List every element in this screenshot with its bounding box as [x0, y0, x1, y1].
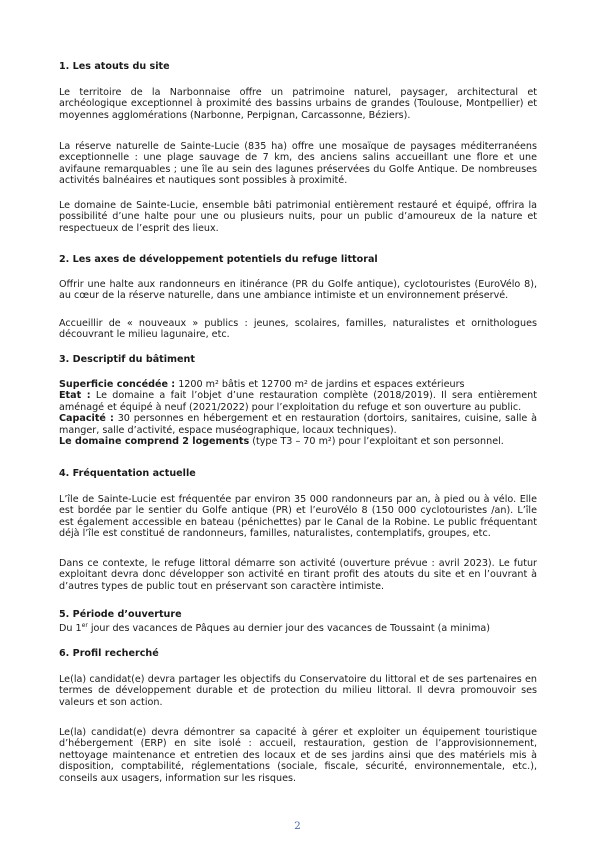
- etat-item: [59, 390, 537, 412]
- logements-text: (type T3 – 70 m²) pour l’exploitant et son personnel.: [249, 436, 504, 448]
- section-1-paragraph-2: La réserve naturelle de Sainte-Lucie (835 ha) offre une mosaïque de paysages méditerranéens exceptionnelle : une plage sauvage de 7 km, des anciens salins accueillant une flore et une avifaune remarquables ; une île au sein des lagunes préservées du Golfe Antique. De nombreuses activités balnéaires et nautiques sont possibles à proximité.: [59, 141, 537, 187]
- etat-text: Le domaine a fait l’objet d’une restauration complète (2018/2019). Il sera entièrement aménagé et équipé à neuf (2021/2022) pour l’exploitation du refuge et son ouverture au public.: [59, 390, 537, 413]
- capacite-text: 30 personnes en hébergement et en restauration (dortoirs, sanitaires, cuisine, salle à manger, salle d’activité, espace muséographique, locaux techniques).: [59, 413, 537, 436]
- surface-label: Superficie concédée :: [59, 379, 176, 390]
- section-6-heading: 6. Profil recherché: [59, 648, 159, 659]
- capacite-label: Capacité :: [59, 413, 114, 425]
- section-3-description: [59, 379, 537, 447]
- logements-label: Le domaine comprend 2 logements: [59, 436, 250, 448]
- section-1-paragraph-1: Le territoire de la Narbonnaise offre un patrimoine naturel, paysager, architectural et archéologique exceptionnel à proximité des bassins urbains de grandes (Toulouse, Montpellier) et moyennes agglomérations (Narbonne, Perpignan, Carcassonne, Béziers).: [59, 87, 537, 121]
- section-5-heading: 5. Période d’ouverture: [59, 609, 182, 620]
- capacite-item: [59, 413, 537, 435]
- section-4-paragraph-2: Dans ce contexte, le refuge littoral démarre son activité (ouverture prévue : avril 2023). Le futur exploitant devra donc développer son activité en tirant profit des atouts du site et en l’ouvrant à d’autres types de public tout en préservant son caractère intimiste.: [59, 558, 537, 592]
- period-pre: Du 1: [59, 623, 82, 634]
- section-4-paragraph-1: L’île de Sainte-Lucie est fréquentée par environ 35 000 randonneurs par an, à pied ou à vélo. Elle est bordée par le sentier du Golfe antique (PR) et l’euroVélo 8 (150 000 cyclotouristes /an). L’île est également accessible en bateau (pénichettes) par le Canal de la Robine. Le public fréquentant déjà l’île est constitué de randonneurs, familles, naturalistes, contemplatifs, groupes, etc.: [59, 494, 537, 540]
- section-2-heading: 2. Les axes de développement potentiels du refuge littoral: [59, 254, 378, 265]
- section-1-paragraph-3: Le domaine de Sainte-Lucie, ensemble bâti patrimonial entièrement restauré et équipé, offrira la possibilité d’une halte pour une ou plusieurs nuits, pour un public d’amoureux de la nature et respectueux de l’esprit des lieux.: [59, 200, 537, 234]
- section-4-heading: 4. Fréquentation actuelle: [59, 468, 196, 479]
- section-1-heading: 1. Les atouts du site: [59, 61, 170, 72]
- section-2-paragraph-2: Accueillir de « nouveaux » publics : jeunes, scolaires, familles, naturalistes et ornithologues découvrant le milieu lagunaire, etc.: [59, 318, 537, 341]
- section-3-heading: 3. Descriptif du bâtiment: [59, 354, 195, 365]
- section-6-paragraph-1: Le(la) candidat(e) devra partager les objectifs du Conservatoire du littoral et de ses partenaires en termes de développement durable et de protection du milieu littoral. Il devra promouvoir ses valeurs et son action.: [59, 674, 537, 708]
- period-post: jour des vacances de Pâques au dernier jour des vacances de Toussaint (a minima): [87, 623, 491, 634]
- section-6-paragraph-2: Le(la) candidat(e) devra démontrer sa capacité à gérer et exploiter un équipement touristique d’hébergement (ERP) en site isolé : accueil, restauration, gestion de l’approvisionnement, nettoyage maintenance et entretien des locaux et de ses jardins ainsi que des matériels mis à disposition, comptabilité, réglementations (sociale, fiscale, sécurité, environnementale, etc.), conseils aux usagers, information sur les risques.: [59, 727, 537, 784]
- etat-label: Etat :: [59, 390, 91, 402]
- logements-item: [59, 436, 504, 447]
- section-2-paragraph-1: Offrir une halte aux randonneurs en itinérance (PR du Golfe antique), cyclotouristes (EuroVélo 8), au cœur de la réserve naturelle, dans une ambiance intimiste et un environnement préservé.: [59, 279, 537, 302]
- surface-text: 1200 m² bâtis et 12700 m² de jardins et espaces extérieurs: [175, 379, 465, 390]
- section-5-period: [59, 623, 537, 634]
- period-sup: er: [81, 621, 88, 629]
- surface-item: [59, 379, 465, 390]
- page-number: 2: [294, 820, 301, 832]
